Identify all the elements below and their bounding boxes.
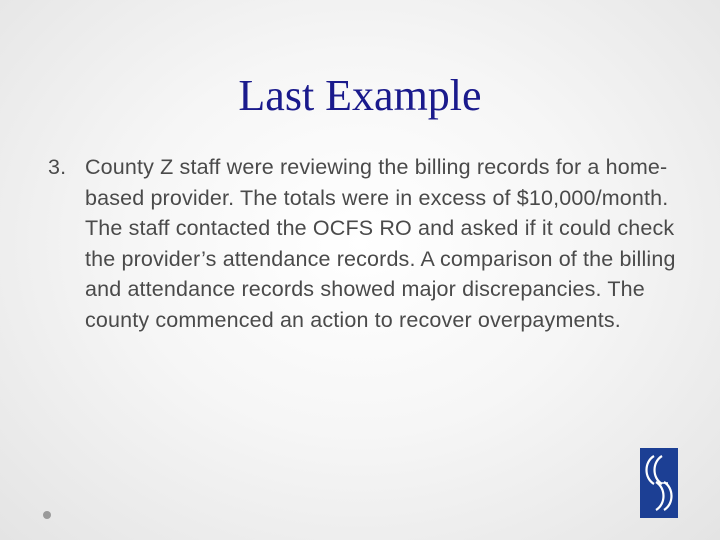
organization-logo-icon <box>640 448 678 518</box>
item-number: 3. <box>48 155 67 179</box>
slide-title: Last Example <box>238 71 482 120</box>
item-text: County Z staff were reviewing the billing records for a home-based provider. The totals were in excess of $10,000/month. The staff contacted the OCFS RO and asked if it could check the provider’s attendance records. A comparison of the billing and attendance records showed major discrepancies. The county commenced an action to recover overpayments. <box>85 155 676 332</box>
numbered-item <box>48 152 708 335</box>
slide-dot-icon <box>43 511 51 519</box>
